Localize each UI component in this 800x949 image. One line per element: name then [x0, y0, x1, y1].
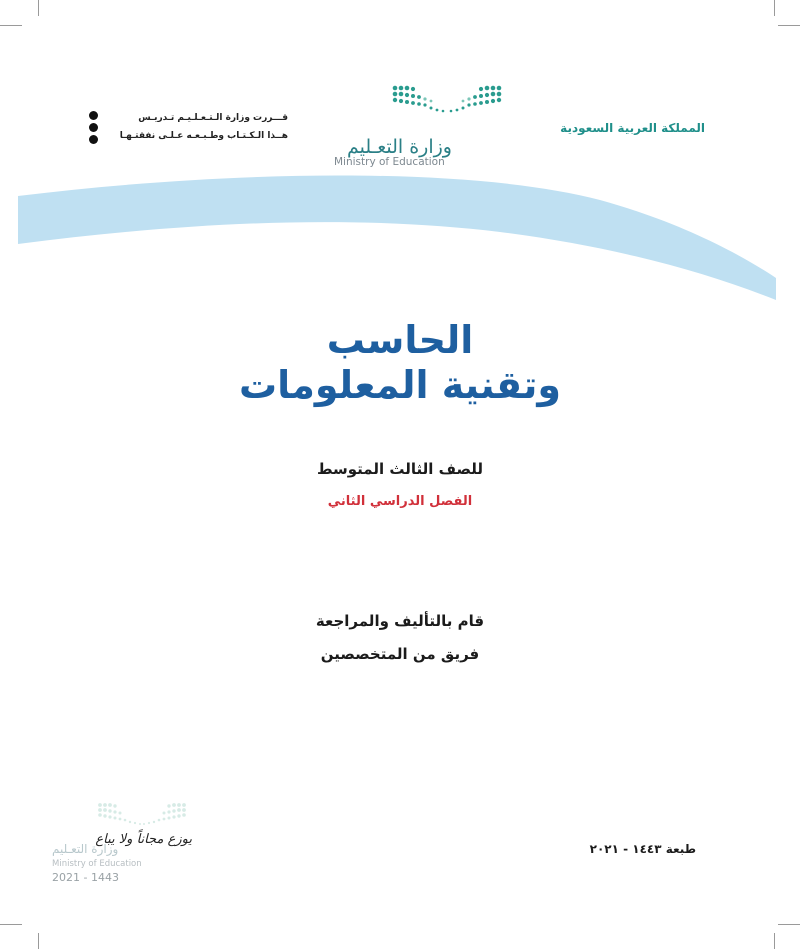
authorship-line-1: قام بالتأليف والمراجعة — [315, 612, 485, 630]
crop-mark — [38, 933, 39, 949]
ministry-logo-icon — [390, 82, 506, 122]
kingdom-label: المملكة العربية السعودية — [560, 121, 705, 135]
grade-label: للصف الثالث المتوسط — [316, 460, 484, 478]
crop-mark — [0, 924, 22, 925]
decree-line-2: هــذا الـكـتـاب وطـبـعـه عـلـى نفقتـهـا — [119, 131, 288, 141]
book-title-line-2: وتقنية المعلومات — [238, 363, 562, 407]
ministry-name-english: Ministry of Education — [334, 156, 445, 168]
crop-mark — [778, 25, 800, 26]
crop-mark — [778, 924, 800, 925]
bullet-icon — [89, 135, 98, 144]
term-label: الفصل الدراسي الثاني — [327, 494, 473, 509]
bullet-icon — [89, 111, 98, 120]
crop-mark — [774, 933, 775, 949]
book-title-line-1: الحاسب — [326, 318, 474, 362]
ministry-name-arabic-faint: وزارة التعـليم — [52, 842, 119, 856]
crop-mark — [0, 25, 22, 26]
authorship-line-2: فريق من المتخصصين — [320, 645, 480, 663]
ministry-stamp-logo-icon — [96, 800, 188, 832]
decree-line-1: قـــررت وزارة الـتـعـلـيـم تـدريـس — [138, 113, 288, 123]
bullet-icon — [89, 123, 98, 132]
crop-mark — [38, 0, 39, 16]
edition-label: طبعة ١٤٤٣ - ٢٠٢١ — [589, 842, 696, 856]
ministry-name-english-faint: Ministry of Education — [52, 859, 142, 869]
free-distribution-label: يوزع مجاناً ولا يباع — [95, 832, 192, 847]
ministry-name-arabic: وزارة التعـليم — [346, 136, 452, 158]
year-label: 2021 - 1443 — [52, 871, 119, 884]
crop-mark — [774, 0, 775, 16]
decorative-wave-band — [0, 170, 800, 310]
